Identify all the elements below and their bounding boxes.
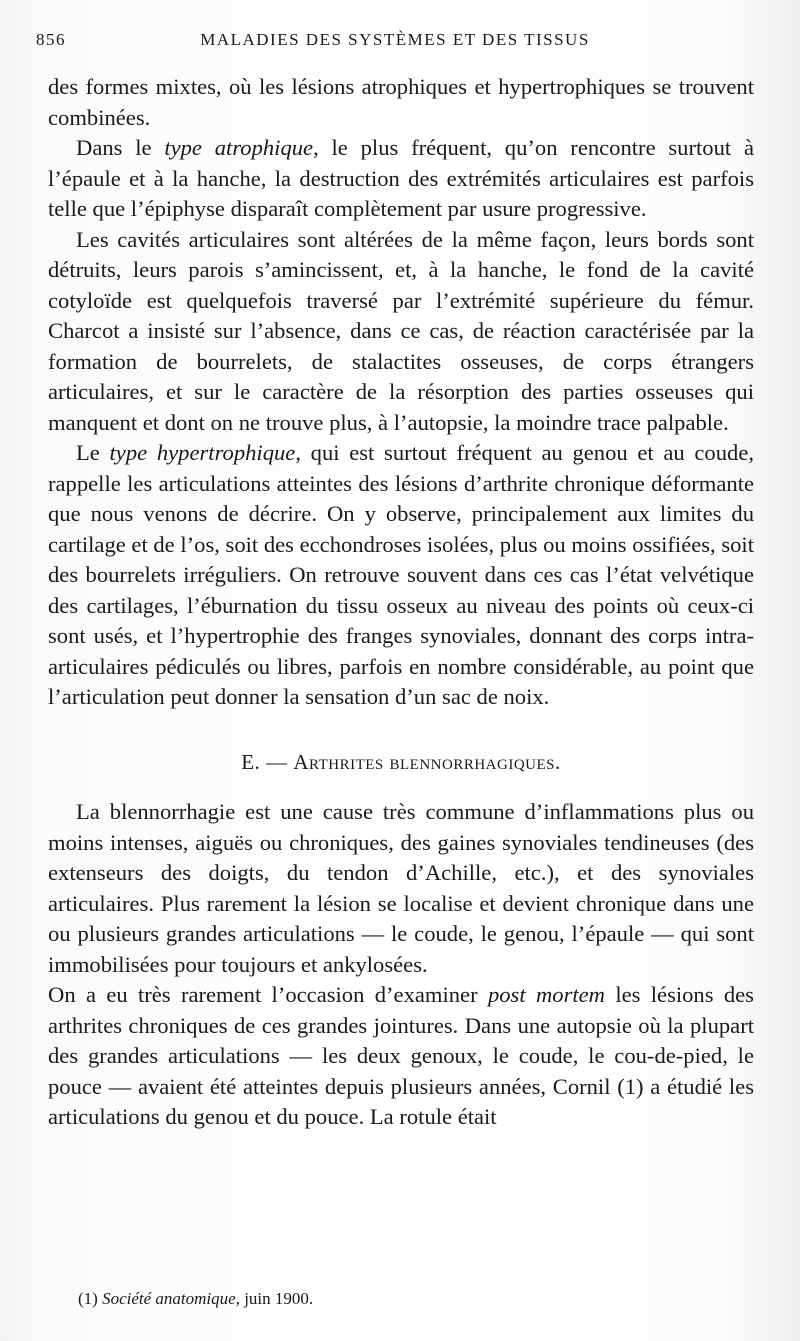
page-number: 856 (36, 30, 66, 49)
text-run: Le (76, 440, 110, 465)
paragraph-continuation: des formes mixtes, où les lésions atrophiques et hypertrophiques se trouvent combinées. (48, 74, 754, 130)
running-header (36, 30, 754, 58)
footnote-date: , juin 1900. (235, 1289, 314, 1308)
paragraph-hypertrophic-type (48, 438, 754, 713)
text-run: , qui est surtout fréquent au genou et au coude, rappelle les articulations atteintes des lésions d’arthrite chronique déformante que nous venons de décrire. On y observe, principalement aux limites du cartilage et de l’os, soit des ecchondroses isolées, plus ou moins ossifiées, soit des bourrelets irréguliers. On retrouve souvent dans ces cas l’état velvétique des cartilages, l’éburnation du tissu osseux au niveau des points où ceux-ci sont usés, et l’hypertrophie des franges synoviales, donnant des corps intra-articulaires pédiculés ou libres, parfois en nombre considérable, au point que l’articulation peut donner la sensation d’un sac de noix. (48, 440, 754, 709)
footnote-marker: (1) (78, 1289, 103, 1308)
section-title: Arthrites blennorrhagiques. (293, 749, 561, 774)
text-run: , le plus fréquent, qu’on rencontre surtout à l’épaule et à la hanche, la destruction des extrémités articulaires est parfois telle que l’épiphyse disparaît complètement par usure progressive. (48, 135, 754, 221)
italic-term: type hypertrophique (109, 440, 296, 465)
italic-term: post mortem (487, 982, 605, 1007)
footnote (78, 1288, 313, 1310)
text-run: On a eu très rarement l’occasion d’examiner (48, 982, 488, 1007)
text-run: les lésions des arthrites chroniques de ces grandes jointures. Dans une autopsie où la plupart des grandes articulations — les deux genoux, le coude, le cou-de-pied, le pouce — avaient été atteintes depuis plusieurs années, Cornil (1) a étudié les articulations du genou et du pouce. La rotule était (48, 982, 754, 1129)
paragraph-atrophic-type (48, 133, 754, 225)
section-letter: E. — (241, 749, 294, 774)
italic-term: type atrophique (164, 135, 314, 160)
section-heading (48, 747, 754, 778)
running-title: MALADIES DES SYSTÈMES ET DES TISSUS (200, 30, 590, 49)
paragraph-blennorrhagia: La blennorrhagie est une cause très commune d’inflammations plus ou moins intenses, aiguës ou chroniques, des gaines synoviales tendineuses (des extenseurs des doigts, du tendon d’Achille, etc.), et des synoviales articulaires. Plus rarement la lésion se localise et devient chronique dans une ou plusieurs grandes articulations — le coude, le genou, l’épaule — qui sont immobilisées pour toujours et ankylosées. (48, 799, 754, 977)
paragraph-articular-cavities: Les cavités articulaires sont altérées de la même façon, leurs bords sont détruits, leurs parois s’amincissent, et, à la hanche, le fond de la cavité cotyloïde est quelquefois traversé par l’extrémité supérieure du fémur. Charcot a insisté sur l’absence, dans ce cas, de réaction caractérisée par la formation de bourrelets, de stalactites osseuses, de corps étrangers articulaires, et sur le caractère de la résorption des parties osseuses qui manquent et dont on ne trouve plus, à l’autopsie, la moindre trace palpable. (48, 226, 754, 435)
body-text (48, 72, 754, 1133)
footnote-source: Société anatomique (102, 1289, 236, 1308)
paragraph-post-mortem (48, 980, 754, 1133)
text-run: Dans le (76, 135, 165, 160)
